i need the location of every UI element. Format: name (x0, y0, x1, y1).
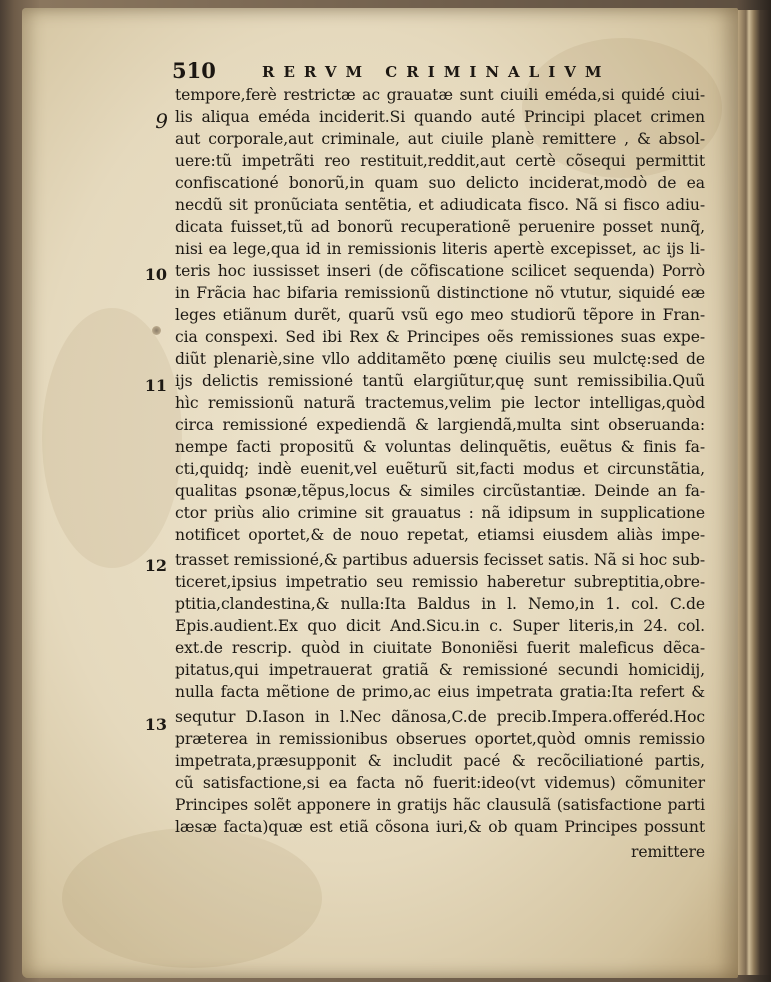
margin-note: 11 (144, 376, 167, 395)
text-line: cũ satisfactione,si ea facta nõ fuerit:ideo(vt videmus) cõmuniter (175, 774, 705, 792)
text-line: confiscationé bonorũ,in quam suo delicto inciderat,modò de ea (175, 174, 705, 192)
text-line: ptitia,clandestina,& nulla:Ita Baldus in l. Nemo,in 1. col. C.de (175, 595, 705, 613)
text-line: ext.de rescrip. quòd in ciuitate Bononiẽsi fuerit maleficus dẽca- (175, 639, 705, 657)
text-line: Principes solẽt apponere in gratijs hãc clausulã (satisfactione parti (175, 796, 705, 814)
margin-note: 9 (155, 109, 168, 133)
text-line: nisi ea lege,qua id in remissionis literis apertè excepisset, ac ijs li- (175, 240, 705, 258)
text-line: aut corporale,aut criminale, aut ciuile planè remittere , & absol- (175, 130, 705, 148)
text-line: sequtur D.Iason in l.Nec dãnosa,C.de precib.Impera.offeréd.Hoc (175, 708, 705, 726)
page-number: 510 (172, 58, 216, 83)
text-line: tempore,ferè restrictæ ac grauatæ sunt ciuili eméda,si quidé ciui- (175, 86, 705, 104)
text-line: notificet oportet,& de nouo repetat, etiamsi eiusdem aliàs impe- (175, 526, 705, 544)
book-page (22, 8, 738, 978)
margin-note: 12 (144, 556, 167, 575)
text-line: dicata fuisset,tũ ad bonorũ recuperationẽ peruenire posset nunq̃, (175, 218, 705, 236)
text-line: læsæ facta)quæ est etiã cõsona iuri,& ob quam Principes possunt (175, 818, 705, 836)
text-line: nulla facta mẽtione de primo,ac eius impetrata gratia:Ita refert & (175, 683, 705, 701)
text-line: cti,quidq; indè euenit,vel euẽturũ sit,facti modus et circunstãtia, (175, 460, 705, 478)
text-line: ijs delictis remissioné tantũ elargiũtur,quę sunt remissibilia.Quũ (175, 372, 705, 390)
margin-note: 10 (144, 265, 167, 284)
text-line: pitatus,qui impetrauerat gratiã & remissioné secundi homicidij, (175, 661, 705, 679)
text-line: lis aliqua eméda inciderit.Si quando auté Principi placet crimen (175, 108, 705, 126)
text-line: uere:tũ impetrãti reo restituit,reddit,aut certè cõsequi permittit (175, 152, 705, 170)
text-line: ctor priùs alio crimine sit grauatus : nã idipsum in supplicatione (175, 504, 705, 522)
text-line: in Frãcia hac bifaria remissionũ distinctione nõ vtutur, siquidé eæ (175, 284, 705, 302)
catchword: remittere (630, 843, 705, 861)
text-line: Epis.audient.Ex quo dicit And.Sicu.in c. Super literis,in 24. col. (175, 617, 705, 635)
text-line: ticeret,ipsius impetratio seu remissio haberetur subreptitia,obre- (175, 573, 705, 591)
text-line: hìc remissionũ naturã tractemus,velim pie lector intelligas,quòd (175, 394, 705, 412)
text-line: trasset remissioné,& partibus aduersis fecisset satis. Nã si hoc sub- (175, 551, 705, 569)
text-line: cia conspexi. Sed ibi Rex & Principes oẽs remissiones suas expe- (175, 328, 705, 346)
page-edges (738, 10, 771, 975)
text-line: necdũ sit pronũciata sentẽtia, et adiudicata fisco. Nã si fisco adiu- (175, 196, 705, 214)
text-line: impetrata,præsupponit & includit pacé & recõciliationé partis, (175, 752, 705, 770)
text-line: circa remissioné expediendã & largiendã,multa sint obseruanda: (175, 416, 705, 434)
text-line: diũt plenariè,sine vllo additamẽto pœnę ciuilis seu mulctę:sed de (175, 350, 705, 368)
text-line: nempe facti propositũ & voluntas delinquẽtis, euẽtus & finis fa- (175, 438, 705, 456)
text-block (22, 8, 738, 978)
running-title: RERVM CRIMINALIVM (262, 63, 611, 81)
margin-note: 13 (144, 715, 167, 734)
text-line: teris hoc iussisset inseri (de cõfiscatione scilicet sequenda) Porrò (175, 262, 705, 280)
text-line: leges etiãnum durẽt, quarũ vsũ ego meo studiorũ tẽpore in Fran- (175, 306, 705, 324)
text-line: qualitas ꝑsonæ,tẽpus,locus & similes circũstantiæ. Deinde an fa- (175, 482, 705, 500)
text-line: præterea in remissionibus obserues oportet,quòd omnis remissio (175, 730, 705, 748)
